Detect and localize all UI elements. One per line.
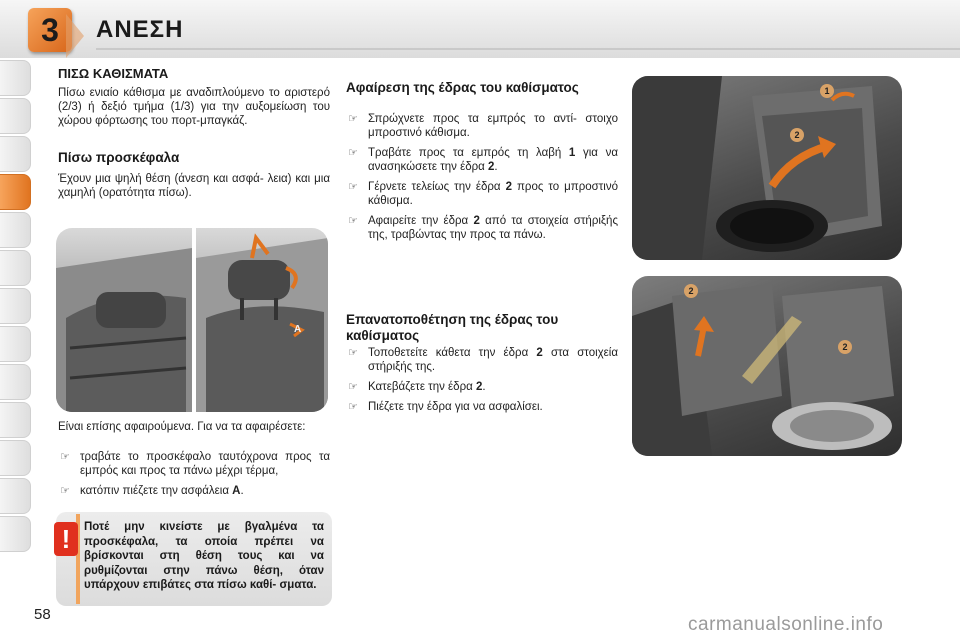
chapter-tab-active[interactable] [0, 174, 31, 210]
bullet-hand-icon: ☞ [348, 181, 358, 193]
chapter-tab[interactable] [0, 98, 31, 134]
headrest-paragraph: Έχουν μια ψηλή θέση (άνεση και ασφά- λεια) και μια χαμηλή (ορατότητα πίσω). [58, 173, 330, 199]
bullet-hand-icon: ☞ [60, 451, 70, 463]
refit-seat-steps [346, 346, 618, 420]
chapter-tab[interactable] [0, 478, 31, 514]
page-number: 58 [34, 606, 51, 623]
callout-label: 1 [820, 84, 834, 98]
warning-text: Ποτέ μην κινείστε με βγαλμένα τα προσκέφαλα, τα οποία πρέπει να βρίσκονται στη θέση τους και να ρυθμίζονται στην πάνω θέση, όταν υπάρχουν επιβάτες στα πίσω καθί- σματα. [84, 521, 324, 591]
list-item: ☞ τραβάτε το προσκέφαλο ταυτόχρονα προς τα εμπρός και προς τα πάνω μέχρι τέρμα, [60, 451, 330, 477]
headrest-title: Πίσω προσκέφαλα [58, 150, 180, 165]
callout-label: 2 [838, 340, 852, 354]
bullet-hand-icon: ☞ [348, 113, 358, 125]
callout-label: 2 [790, 128, 804, 142]
chapter-badge-notch [66, 14, 84, 58]
seat-refit-photo [632, 276, 902, 456]
list-item: ☞ Τραβάτε προς τα εμπρός τη λαβή 1 για να ανασηκώσετε την έδρα 2. [348, 147, 618, 173]
chapter-tab[interactable] [0, 364, 31, 400]
remove-seat-steps [346, 112, 618, 248]
chapter-badge: 3 [28, 8, 72, 52]
chapter-tab[interactable] [0, 288, 31, 324]
chapter-tab[interactable] [0, 326, 31, 362]
bullet-hand-icon: ☞ [348, 401, 358, 413]
figure-label-a: A [294, 324, 302, 335]
bullet-hand-icon: ☞ [348, 215, 358, 227]
chapter-tab[interactable] [0, 516, 31, 552]
chapter-tab[interactable] [0, 402, 31, 438]
chapter-tabs [0, 60, 36, 580]
header-rule [96, 48, 960, 50]
chapter-tab[interactable] [0, 440, 31, 476]
section-title: ΠΙΣΩ ΚΑΘΙΣΜΑΤΑ [58, 66, 169, 81]
list-item: ☞ Γέρνετε τελείως την έδρα 2 προς το μπροστινό κάθισμα. [348, 181, 619, 207]
chapter-title: ΑΝΕΣΗ [96, 16, 184, 43]
chapter-tab[interactable] [0, 136, 31, 172]
list-item: ☞ Σπρώχνετε προς τα εμπρός το αντί- στοιχο μπροστινό κάθισμα. [348, 113, 618, 139]
watermark: carmanualsonline.info [688, 614, 884, 635]
callout-label: 2 [684, 284, 698, 298]
headrest-steps [58, 450, 330, 504]
removable-paragraph: Είναι επίσης αφαιρούμενα. Για να τα αφαιρέσετε: [58, 421, 306, 433]
list-item: ☞ Τοποθετείτε κάθετα την έδρα 2 στα στοιχεία στήριξής της. [348, 347, 619, 373]
list-item: ☞ κατόπιν πιέζετε την ασφάλεια A. [60, 485, 244, 497]
warning-exclamation-icon: ! [54, 522, 78, 556]
list-item: ☞ Κατεβάζετε την έδρα 2. [348, 381, 486, 393]
chapter-tab[interactable] [0, 60, 31, 96]
list-item: ☞ Αφαιρείτε την έδρα 2 από τα στοιχεία στήριξής της, τραβώντας την προς τα πάνω. [348, 215, 618, 241]
headrest-photo [56, 228, 328, 412]
chapter-tab[interactable] [0, 212, 31, 248]
list-item: ☞ Πιέζετε την έδρα για να ασφαλίσει. [348, 401, 543, 413]
bullet-hand-icon: ☞ [348, 147, 358, 159]
chapter-tab[interactable] [0, 250, 31, 286]
bullet-hand-icon: ☞ [348, 347, 358, 359]
bullet-hand-icon: ☞ [348, 381, 358, 393]
remove-seat-title: Αφαίρεση της έδρας του καθίσματος [346, 80, 579, 95]
intro-paragraph: Πίσω ενιαίο κάθισμα με αναδιπλούμενο το αριστερό (2/3) ή δεξιό τμήμα (1/3) για την αυξομείωση του χώρου φόρτωσης του πορτ-μπαγκάζ. [58, 87, 330, 127]
bullet-hand-icon: ☞ [60, 485, 70, 497]
refit-seat-title: Επανατοποθέτηση της έδρας του καθίσματος [346, 312, 559, 343]
seat-removal-photo [632, 76, 902, 260]
